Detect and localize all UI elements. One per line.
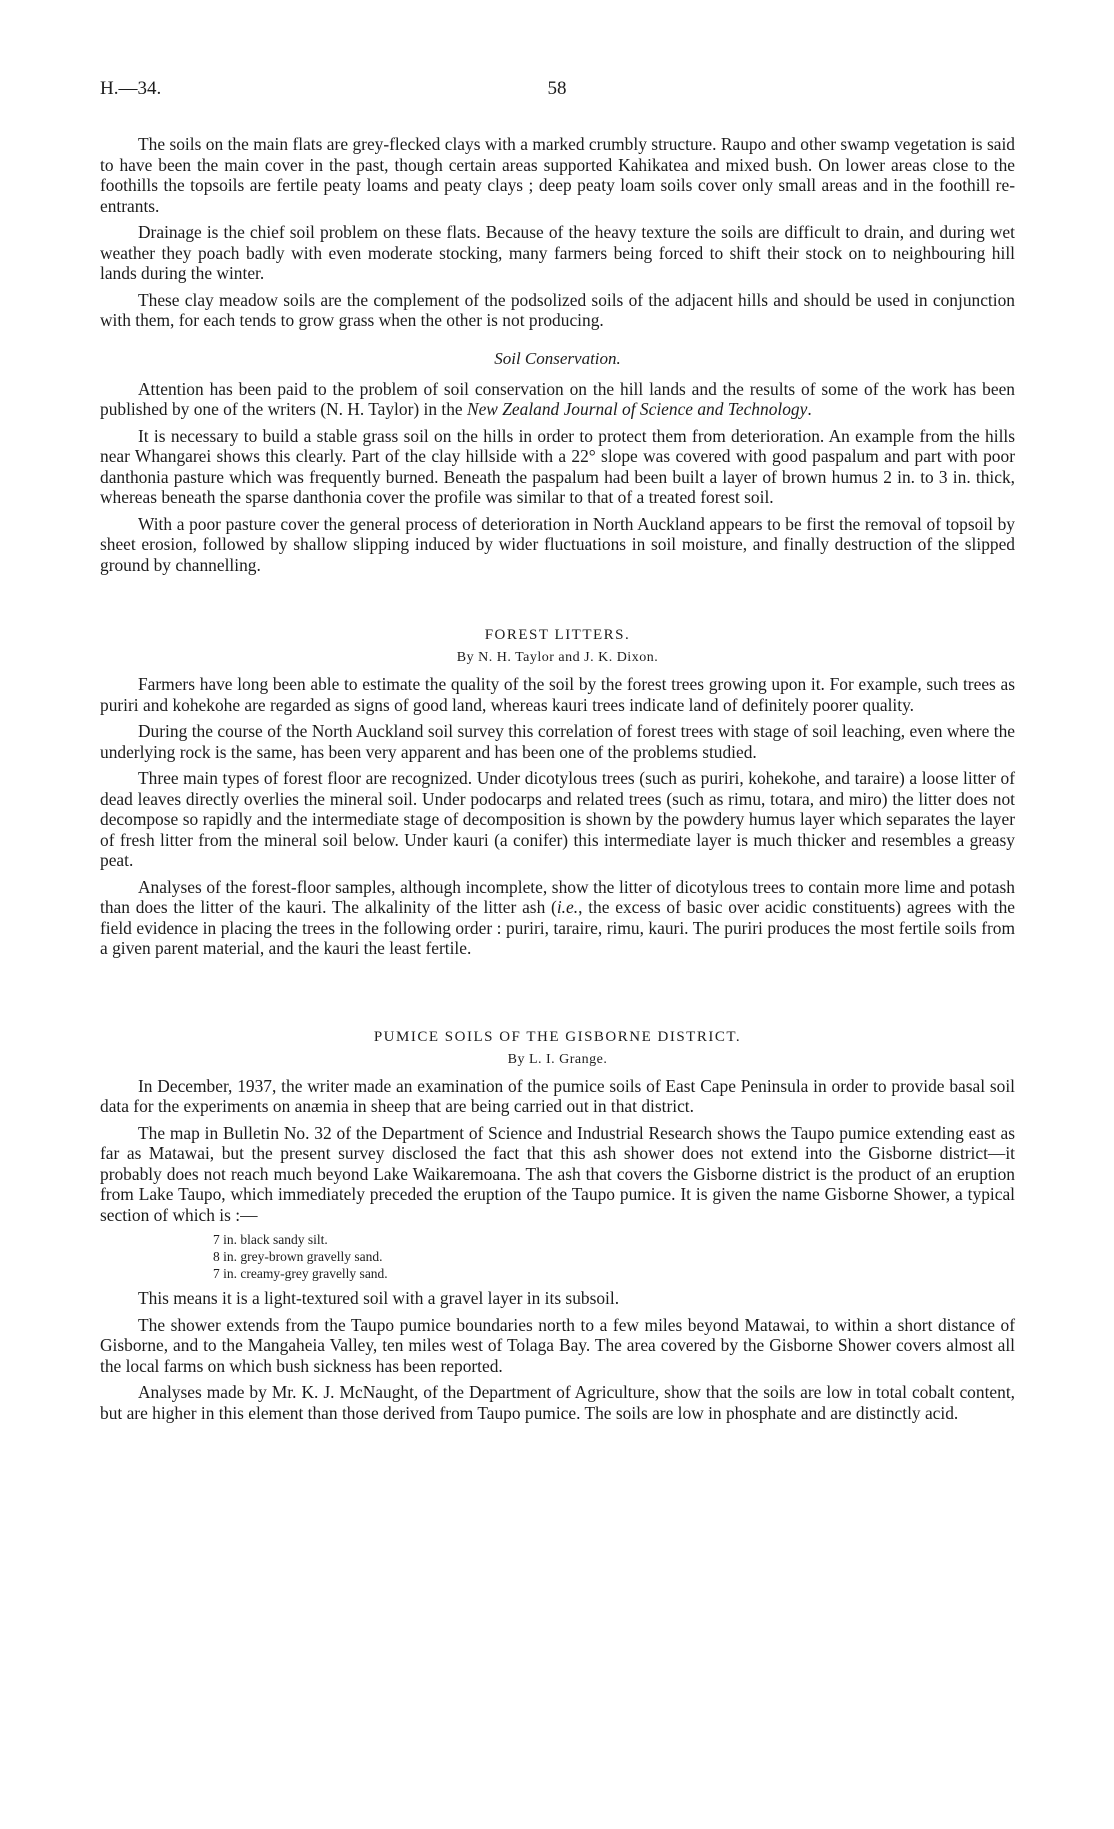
soil-conservation-heading: Soil Conservation.: [494, 348, 621, 368]
soil-conservation-paragraph: With a poor pasture cover the general process of deterioration in North Auckland appears to be first the removal of topsoil by sheet erosion, followed by shallow slipping induced by wider fluctuations in soil moisture, and finally destruction of the slipped ground by channelling.: [100, 513, 1015, 575]
forest-litters-paragraph: [100, 877, 1015, 959]
forest-litters-paragraph: During the course of the North Auckland soil survey this correlation of forest trees with stage of soil leaching, even where the underlying rock is the same, has been very apparent and has been one of the problems studied.: [100, 721, 1015, 762]
pumice-soils-paragraph: In December, 1937, the writer made an examination of the pumice soils of East Cape Peninsula in order to provide basal soil data for the experiments on anæmia in sheep that are being carried out in that district.: [100, 1075, 1015, 1116]
report-reference: H.—34.: [100, 78, 162, 99]
forest-litters-title: FOREST LITTERS.: [484, 627, 631, 643]
intro-paragraph: These clay meadow soils are the complement of the podsolized soils of the adjacent hills and should be used in conjunction with them, for each tends to grow grass when the other is not producing.: [100, 289, 1015, 330]
page-body: [100, 134, 1015, 1429]
page-header: [100, 78, 1014, 106]
pumice-soils-paragraph: Analyses made by Mr. K. J. McNaught, of the Department of Agriculture, show that the soils are low in total cobalt content, but are higher in this element than those derived from Taupo pumice. The soils are low in phosphate and are distinctly acid.: [100, 1382, 1015, 1423]
abbreviation: i.e.: [556, 897, 579, 917]
soil-conservation-paragraph: [100, 379, 1015, 420]
forest-litters-paragraph: Farmers have long been able to estimate the quality of the soil by the forest trees growing upon it. For example, such trees as puriri and kohekohe are regarded as signs of good land, whereas kauri trees indicate land of definitely poorer quality.: [100, 674, 1015, 715]
intro-paragraph: The soils on the main flats are grey-flecked clays with a marked crumbly structure. Raupo and other swamp vegetation is said to have been the main cover in the past, though certain areas supported Kahikatea and mixed bush. On lower areas close to the foothills the topsoils are fertile peaty loams and peaty clays ; deep peaty loam soils cover only small areas and in the foothill re-entrants.: [100, 134, 1015, 216]
journal-title: New Zealand Journal of Science and Technology: [466, 399, 808, 419]
pumice-soils-paragraph: The shower extends from the Taupo pumice boundaries north to a few miles beyond Matawai, to within a short distance of Gisborne, and to the Mangaheia Valley, ten miles west of Tolaga Bay. The area covered by the Gisborne Shower covers almost all the local farms on which bush sickness has been reported.: [100, 1314, 1015, 1376]
forest-litters-section: [100, 627, 1015, 959]
soil-conservation-section: [100, 349, 1015, 576]
pumice-soils-paragraph: The map in Bulletin No. 32 of the Department of Science and Industrial Research shows the Taupo pumice extending east as far as Matawai, but the present survey disclosed the fact that this ash shower does not extend into the Gisborne district—it probably does not reach much beyond Lake Waikaremoana. The ash that covers the Gisborne district is the product of an eruption from Lake Taupo, which immediately preceded the eruption of the Taupo pumice. It is given the name Gisborne Shower, a typical section of which is :—: [100, 1122, 1015, 1225]
list-item: 8 in. grey-brown gravelly sand.: [213, 1249, 383, 1264]
page-number: 58: [547, 78, 567, 99]
list-item: 7 in. creamy-grey gravelly sand.: [213, 1266, 388, 1281]
paragraph-text: , the excess of basic over acidic constituents) agrees with the field evidence in placing the trees in the following order : puriri, taraire, rimu, kauri. The puriri produces the most fertile soils from a given parent material, and the kauri the least fertile.: [100, 897, 1015, 958]
forest-litters-paragraph: Three main types of forest floor are recognized. Under dicotylous trees (such as puriri, kohekohe, and taraire) a loose litter of dead leaves directly overlies the mineral soil. Under podocarps and related trees (such as rimu, totara, and miro) the litter does not decompose so rapidly and the intermediate stage of decomposition is shown by the powdery humus layer which separates the layer of fresh litter from the mineral soil below. Under kauri (a conifer) this intermediate layer is much thicker and resembles a greasy peat.: [100, 768, 1015, 870]
intro-section: [100, 134, 1015, 331]
intro-paragraph: Drainage is the chief soil problem on these flats. Because of the heavy texture the soils are difficult to drain, and during wet weather they poach badly with even moderate stocking, many farmers being forced to shift their stock on to neighbouring hill lands during the winter.: [100, 222, 1015, 283]
paragraph-text: Attention has been paid to the problem of soil conservation on the hill lands and the results of some of the work has been published by one of the writers (N. H. Taylor) in the: [100, 378, 1015, 419]
pumice-soils-paragraph: This means it is a light-textured soil with a gravel layer in its subsoil.: [138, 1288, 620, 1308]
pumice-soils-byline: By L. I. Grange.: [507, 1051, 608, 1067]
paragraph-text: .: [807, 399, 812, 419]
pumice-soils-title: PUMICE SOILS OF THE GISBORNE DISTRICT.: [373, 1028, 742, 1045]
forest-litters-byline: By N. H. Taylor and J. K. Dixon.: [456, 650, 659, 665]
pumice-soils-section: [100, 1029, 1015, 1424]
soil-conservation-paragraph: It is necessary to build a stable grass soil on the hills in order to protect them from deterioration. An example from the hills near Whangarei shows this clearly. Part of the clay hillside with a 22° slope was covered with good paspalum and part with poor danthonia pasture which was frequently burned. Beneath the paspalum had been built a layer of brown humus 2 in. to 3 in. thick, whereas beneath the sparse danthonia cover the profile was similar to that of a treated forest soil.: [100, 425, 1015, 507]
paragraph-text: Analyses of the forest-floor samples, although incomplete, show the litter of dicotylous trees to contain more lime and potash than does the litter of the kauri. The alkalinity of the litter ash (: [100, 876, 1015, 917]
list-item: 7 in. black sandy silt.: [213, 1232, 328, 1247]
soil-section-list: [213, 1231, 1015, 1282]
